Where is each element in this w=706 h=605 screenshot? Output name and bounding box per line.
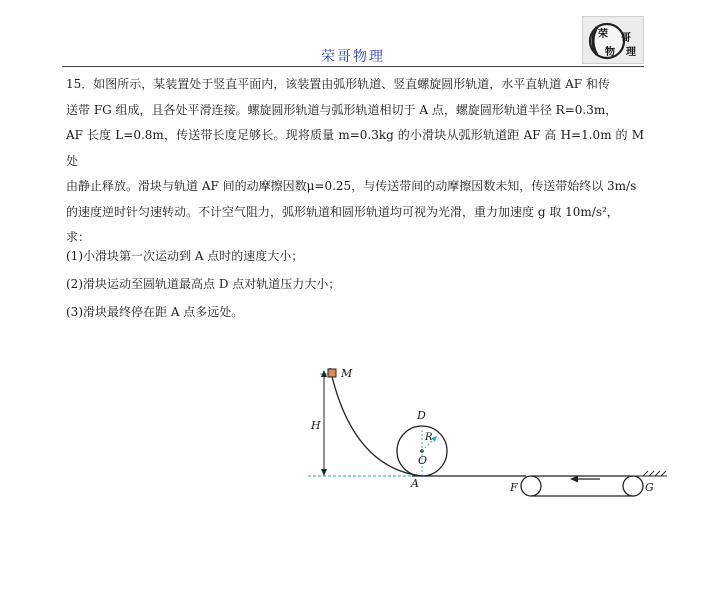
logo-char-3: 物 bbox=[605, 47, 615, 58]
question-2: (2)滑块运动至圆轨道最高点 D 点对轨道压力大小； bbox=[66, 277, 341, 291]
slider-block bbox=[328, 369, 336, 377]
logo-emblem bbox=[583, 17, 644, 64]
problem-line-6: 求： bbox=[66, 230, 91, 244]
problem-line-3: AF 长度 L=0.8m，传送带长度足够长。现将质量 m=0.3kg 的小滑块从弧形轨道距 AF 高 H=1.0m 的 M 处 bbox=[66, 128, 644, 168]
label-A: A bbox=[411, 477, 419, 490]
problem-line-1 bbox=[66, 72, 644, 98]
brand-logo bbox=[582, 16, 644, 64]
label-D: D bbox=[417, 409, 426, 422]
problem-line-2: 送带 FG 组成，且各处平滑连接。螺旋圆形轨道与弧形轨道相切于 A 点，螺旋圆形轨道半径 R=0.3m， bbox=[66, 102, 618, 117]
arc-track bbox=[330, 368, 422, 476]
label-H: H bbox=[311, 419, 321, 432]
page-header-title: 荣哥物理 bbox=[321, 49, 385, 65]
logo-char-4: 理 bbox=[626, 47, 636, 58]
height-arrow-bottom bbox=[321, 469, 327, 476]
label-F: F bbox=[510, 481, 518, 494]
problem-number: 15． bbox=[66, 77, 94, 91]
belt-pulley-G bbox=[623, 476, 643, 496]
label-G: G bbox=[645, 481, 654, 494]
question-1: (1)小滑块第一次运动到 A 点时的速度大小； bbox=[66, 249, 304, 263]
label-O: O bbox=[418, 454, 428, 467]
label-R: R bbox=[425, 432, 433, 443]
ground-hatching bbox=[643, 471, 666, 476]
label-M: M bbox=[341, 367, 353, 380]
problem-line-4: 由静止释放。滑块与轨道 AF 间的动摩擦因数μ=0.25，与传送带间的动摩擦因数未知，传送带始终以 3m/s bbox=[66, 179, 637, 193]
problem-text-1: 如图所示，某装置处于竖直平面内，该装置由弧形轨道、竖直螺旋圆形轨道，水平直轨道 AF 和传 bbox=[93, 77, 610, 91]
problem-line-5: 的速度逆时针匀速转动。不计空气阻力，弧形轨道和圆形轨道均可视为光滑，重力加速度 g 取 10m/s²， bbox=[66, 204, 619, 219]
belt-pulley-F bbox=[521, 476, 541, 496]
header-divider bbox=[62, 66, 644, 67]
problem-statement bbox=[66, 72, 644, 251]
track-diagram-svg bbox=[300, 360, 680, 510]
logo-char-2: 哥 bbox=[621, 33, 631, 44]
track-diagram bbox=[300, 360, 680, 514]
question-3: (3)滑块最终停在距 A 点多远处。 bbox=[66, 305, 244, 319]
logo-char-1: 荣 bbox=[598, 29, 608, 40]
